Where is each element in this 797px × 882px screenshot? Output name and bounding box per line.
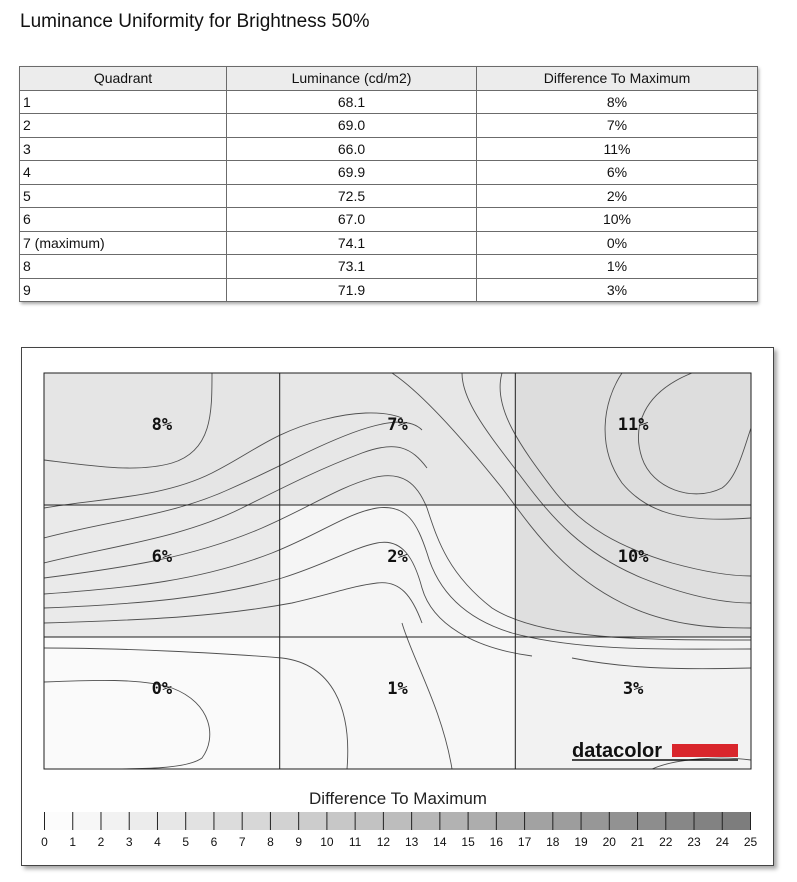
scale-tick-label: 21 (630, 835, 645, 849)
heat-cell (44, 505, 280, 637)
scale-segment (129, 812, 157, 830)
table-row (20, 231, 758, 255)
table-row (20, 255, 758, 279)
table-row (20, 161, 758, 185)
scale-tick-label: 4 (154, 835, 161, 849)
scale-segment (383, 812, 411, 830)
scale-segment (327, 812, 355, 830)
scale-segment (468, 812, 496, 830)
heat-cell (515, 373, 751, 505)
cell-quadrant: 7 (maximum) (20, 231, 227, 255)
uniformity-table-container (19, 66, 757, 302)
cell-luminance: 67.0 (227, 208, 477, 232)
header-luminance: Luminance (cd/m2) (227, 67, 477, 91)
cell-difference: 1% (477, 255, 758, 279)
scale-segment (525, 812, 553, 830)
scale-segment (214, 812, 242, 830)
scale-tick-label: 23 (687, 835, 701, 849)
scale-tick-label: 5 (182, 835, 190, 849)
heat-cell (515, 505, 751, 637)
scale-tick-label: 0 (41, 835, 48, 849)
page-title: Luminance Uniformity for Brightness 50% (20, 11, 370, 32)
cell-label: 11% (617, 415, 649, 435)
scale-tick-label: 3 (125, 835, 133, 849)
scale-segment (496, 812, 524, 830)
scale-segment (101, 812, 129, 830)
scale-tick-label: 10 (320, 835, 334, 849)
cell-difference: 2% (477, 184, 758, 208)
scale-segment (412, 812, 440, 830)
table-row (20, 90, 758, 114)
scale-tick-label: 13 (404, 835, 419, 849)
uniformity-chart (21, 347, 774, 866)
cell-difference: 0% (477, 231, 758, 255)
table-row (20, 278, 758, 302)
heat-cell (44, 373, 280, 505)
table-header-row (20, 67, 758, 91)
scale-segment (299, 812, 327, 830)
cell-quadrant: 8 (20, 255, 227, 279)
scale-tick-label: 22 (659, 835, 673, 849)
table-row (20, 184, 758, 208)
scale-segment (638, 812, 666, 830)
scale-segment (666, 812, 694, 830)
scale-tick-label: 18 (546, 835, 560, 849)
cell-difference: 10% (477, 208, 758, 232)
logo-red-bar (672, 744, 738, 757)
scale-segment (553, 812, 581, 830)
scale-segment (45, 812, 73, 830)
scale-tick-label: 2 (97, 835, 105, 849)
cell-label: 1% (387, 679, 408, 699)
cell-luminance: 71.9 (227, 278, 477, 302)
scale-tick-label: 25 (743, 835, 758, 849)
scale-tick-label: 19 (574, 835, 588, 849)
table-row (20, 114, 758, 138)
uniformity-table (19, 66, 758, 302)
cell-difference: 6% (477, 161, 758, 185)
scale-tick-label: 11 (348, 835, 362, 849)
cell-label: 2% (387, 547, 408, 567)
cell-luminance: 73.1 (227, 255, 477, 279)
logo-text: datacolor (572, 740, 663, 762)
cell-quadrant: 9 (20, 278, 227, 302)
scale-segment (609, 812, 637, 830)
scale-segment (355, 812, 383, 830)
cell-luminance: 69.0 (227, 114, 477, 138)
cell-difference: 7% (477, 114, 758, 138)
cell-difference: 11% (477, 137, 758, 161)
cell-quadrant: 5 (20, 184, 227, 208)
cell-difference: 3% (477, 278, 758, 302)
header-quadrant: Quadrant (20, 67, 227, 91)
heat-cell (44, 637, 280, 769)
scale-segment (186, 812, 214, 830)
cell-quadrant: 3 (20, 137, 227, 161)
cell-luminance: 66.0 (227, 137, 477, 161)
scale-tick-label: 6 (210, 835, 218, 849)
scale-tick-label: 16 (489, 835, 504, 849)
scale-tick-label: 12 (376, 835, 391, 849)
scale-segment (581, 812, 609, 830)
heat-cell (280, 505, 516, 637)
scale-tick-label: 1 (69, 835, 77, 849)
cell-quadrant: 2 (20, 114, 227, 138)
cell-label: 8% (151, 415, 173, 435)
header-difference: Difference To Maximum (477, 67, 758, 91)
heat-cell (280, 373, 516, 505)
legend-title: Difference To Maximum (309, 789, 487, 808)
scale-tick-label: 7 (238, 835, 246, 849)
scale-segment (722, 812, 750, 830)
scale-segment (694, 812, 722, 830)
cell-label: 10% (617, 547, 649, 567)
cell-label: 6% (151, 547, 173, 567)
table-row (20, 137, 758, 161)
cell-luminance: 72.5 (227, 184, 477, 208)
cell-label: 7% (387, 415, 408, 435)
cell-label: 3% (622, 679, 644, 699)
cell-luminance: 74.1 (227, 231, 477, 255)
scale-segment (73, 812, 101, 830)
scale-tick-label: 24 (715, 835, 729, 849)
scale-tick-label: 20 (602, 835, 616, 849)
scale-tick-label: 14 (433, 835, 447, 849)
scale-tick-label: 9 (295, 835, 303, 849)
scale-segment (242, 812, 270, 830)
contour-heatmap-svg (22, 348, 773, 865)
scale-tick-label: 15 (461, 835, 475, 849)
scale-tick-label: 17 (517, 835, 532, 849)
table-row (20, 208, 758, 232)
cell-difference: 8% (477, 90, 758, 114)
scale-segment (440, 812, 468, 830)
cell-label: 0% (151, 679, 173, 699)
cell-quadrant: 1 (20, 90, 227, 114)
cell-quadrant: 4 (20, 161, 227, 185)
cell-quadrant: 6 (20, 208, 227, 232)
cell-luminance: 68.1 (227, 90, 477, 114)
scale-segment (270, 812, 298, 830)
cell-luminance: 69.9 (227, 161, 477, 185)
scale-tick-label: 8 (267, 835, 274, 849)
heat-cell (280, 637, 516, 769)
color-scale (41, 812, 757, 849)
scale-segment (157, 812, 185, 830)
